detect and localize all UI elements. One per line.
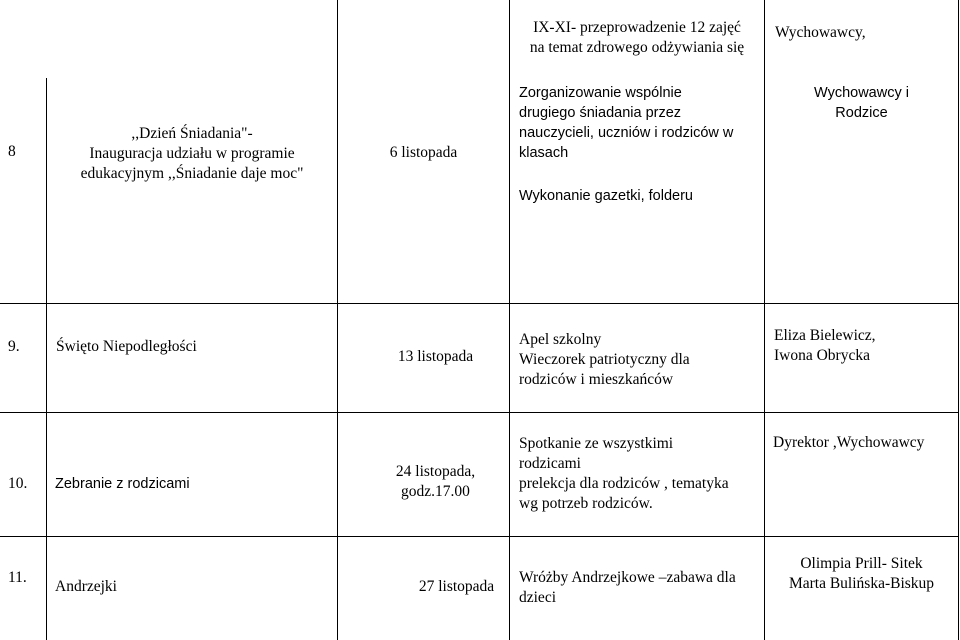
row-number xyxy=(8,142,16,162)
activity-cell xyxy=(519,330,690,390)
responsible-cell xyxy=(774,326,876,366)
activity-line: rodziców i mieszkańców xyxy=(519,371,674,388)
responsible-cell xyxy=(765,83,958,123)
column-divider xyxy=(337,0,338,640)
responsible-cell-top xyxy=(775,23,866,43)
event-line: ,,Dzień Śniadania"- xyxy=(131,125,253,142)
date-text: 27 listopada xyxy=(418,578,495,595)
event-cell xyxy=(55,577,117,597)
date-cell xyxy=(338,347,509,367)
date-cell xyxy=(338,143,509,163)
responsible-line: Eliza Bielewicz, xyxy=(774,327,876,344)
row-divider xyxy=(0,536,959,537)
column-divider xyxy=(46,78,47,303)
date-cell xyxy=(338,462,509,502)
date-line: godz.17.00 xyxy=(401,483,470,500)
row-number xyxy=(8,568,27,588)
row-number-text: 8 xyxy=(8,143,16,160)
event-text: Święto Niepodległości xyxy=(56,338,197,355)
activity-cell xyxy=(519,568,736,608)
responsible-line: Iwona Obrycka xyxy=(774,347,870,364)
activity-line: Wróżby Andrzejkowe –zabawa dla xyxy=(519,569,736,586)
activity-line: dzieci xyxy=(519,589,557,606)
activity-line: nauczycieli, uczniów i rodziców w xyxy=(519,125,734,141)
responsible-text: Wychowawcy, xyxy=(775,24,866,41)
responsible-line: Marta Bulińska-Biskup xyxy=(788,575,935,592)
responsible-cell xyxy=(773,433,924,453)
date-text: 13 listopada xyxy=(397,348,474,365)
event-text: Andrzejki xyxy=(55,578,117,595)
row-divider xyxy=(0,303,959,304)
row-number-text: 9. xyxy=(8,338,20,355)
responsible-cell xyxy=(765,554,958,594)
activity-line: na temat zdrowego odżywiania się xyxy=(529,39,745,56)
event-cell xyxy=(56,337,197,357)
activity-line: Wieczorek patriotyczny dla xyxy=(519,351,690,368)
row-number-text: 11. xyxy=(8,569,27,586)
event-cell xyxy=(47,124,337,184)
row-divider xyxy=(0,412,959,413)
date-text: 6 listopada xyxy=(389,144,458,161)
responsible-line: Rodzice xyxy=(835,105,888,121)
row-number xyxy=(8,474,27,494)
activity-extra: Wykonanie gazetki, folderu xyxy=(519,188,693,204)
activity-cell xyxy=(519,434,729,514)
responsible-line: Olimpia Prill- Sitek xyxy=(800,555,923,572)
activity-line: rodzicami xyxy=(519,455,581,472)
column-divider xyxy=(958,0,959,640)
activity-line: drugiego śniadania przez xyxy=(519,105,682,121)
row-number xyxy=(8,337,20,357)
date-cell xyxy=(338,577,509,597)
activity-line: klasach xyxy=(519,145,569,161)
activity-line: IX-XI- przeprowadzenie 12 zajęć xyxy=(533,19,741,36)
responsible-text: Dyrektor ,Wychowawcy xyxy=(773,434,925,451)
date-line: 24 listopada, xyxy=(395,463,476,480)
activity-cell-top xyxy=(510,18,764,58)
responsible-line: Wychowawcy i xyxy=(814,85,909,101)
row-number-text: 10. xyxy=(8,475,28,492)
activity-line: Spotkanie ze wszystkimi xyxy=(519,435,674,452)
event-line: Inauguracja udziału w programie xyxy=(89,145,295,162)
activity-line: prelekcja dla rodziców , tematyka xyxy=(519,475,729,492)
activity-line: wg potrzeb rodziców. xyxy=(519,495,653,512)
event-cell xyxy=(55,474,190,494)
activity-line: Apel szkolny xyxy=(519,331,602,348)
activity-line: Zorganizowanie wspólnie xyxy=(519,85,682,101)
event-text: Zebranie z rodzicami xyxy=(55,476,190,492)
column-divider xyxy=(509,0,510,640)
activity-cell xyxy=(519,83,733,206)
event-line: edukacyjnym ,,Śniadanie daje moc" xyxy=(80,165,304,182)
column-divider xyxy=(46,303,47,640)
